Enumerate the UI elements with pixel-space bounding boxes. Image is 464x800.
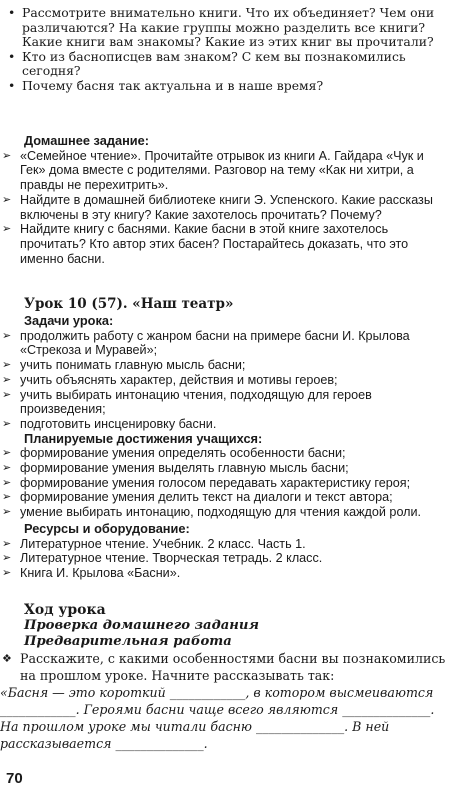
task-item: ➢ подготовить инсценировку басни. (0, 417, 448, 432)
discussion-questions (0, 6, 464, 94)
tasks-title: Задачи урока: (24, 313, 114, 328)
achievement-item: ➢ формирование умения определять особенности басни; (0, 446, 448, 461)
task-item: ➢ учить объяснять характер, действия и мотивы героев; (0, 373, 448, 388)
task-item: ➢ учить выбирать интонацию чтения, подходящую для героев произведения; (0, 388, 448, 417)
question-item: • Рассмотрите внимательно книги. Что их объединяет? Чем они различаются? На какие группы можно разделить все книги? Какие книги вам знакомы? Какие из этих книг вы прочитали? (0, 6, 448, 50)
lesson-section (0, 296, 464, 581)
resource-item: ➢ Литературное чтение. Учебник. 2 класс. Часть 1. (0, 537, 448, 552)
page-number: 70 (6, 770, 23, 787)
homework-item: ➢ Найдите книгу с баснями. Какие басни в этой книге захотелось прочитать? Кто автор этих басен? Постарайтесь доказать, что это именно басни. (0, 222, 448, 266)
task-item: ➢ продолжить работу с жанром басни на примере басни И. Крылова «Стрекоза и Муравей»; (0, 329, 448, 358)
achievement-item: ➢ умение выбирать интонацию, подходящую для чтения каждой роли. (0, 505, 448, 520)
course-title: Ход урока (24, 602, 106, 618)
achievements-title: Планируемые достижения учащихся: (24, 430, 263, 446)
retell-task (0, 650, 448, 752)
homework-title: Домашнее задание: (24, 133, 150, 148)
retell-text: «Басня — это короткий ____________, в котором высмеиваются ____________. Героями басни чаще всего являются ______________. На прошлом уроке мы читали басню ______________. В ней рассказывается ______________. (0, 685, 435, 751)
achievement-item: ➢ формирование умения голосом передавать характеристику героя; (0, 476, 448, 491)
check-title: Проверка домашнего задания (24, 618, 259, 633)
resource-item: ➢ Книга И. Крылова «Басни». (0, 566, 448, 581)
homework-section (0, 134, 464, 266)
achievement-item: ➢ формирование умения делить текст на диалоги и текст автора; (0, 490, 448, 505)
course-section (0, 602, 464, 752)
achievement-item: ➢ формирование умения выделять главную мысль басни; (0, 461, 448, 476)
task-item: ➢ учить понимать главную мысль басни; (0, 358, 448, 373)
prelim-title: Предварительная работа (24, 634, 232, 649)
retell-intro: ❖ Расскажите, с какими особенностями басни вы познакомились на прошлом уроке. Начните рассказывать так: (0, 650, 448, 684)
homework-item: ➢ Найдите в домашней библиотеке книги Э. Успенского. Какие рассказы включены в эту книгу? Какие захотелось прочитать? Почему? (0, 193, 448, 222)
lesson-title: Урок 10 (57). «Наш театр» (24, 296, 234, 312)
resources-title: Ресурсы и оборудование: (24, 520, 190, 536)
question-item: • Кто из баснописцев вам знаком? С кем вы познакомились сегодня? (0, 50, 448, 79)
resource-item: ➢ Литературное чтение. Творческая тетрадь. 2 класс. (0, 551, 448, 566)
homework-item: ➢ «Семейное чтение». Прочитайте отрывок из книги А. Гайдара «Чук и Гек» дома вместе с родителями. Разговор на тему «Как ни хитри, а правды не перехитрить». (0, 149, 448, 193)
question-item: • Почему басня так актуальна и в наше время? (0, 79, 448, 94)
